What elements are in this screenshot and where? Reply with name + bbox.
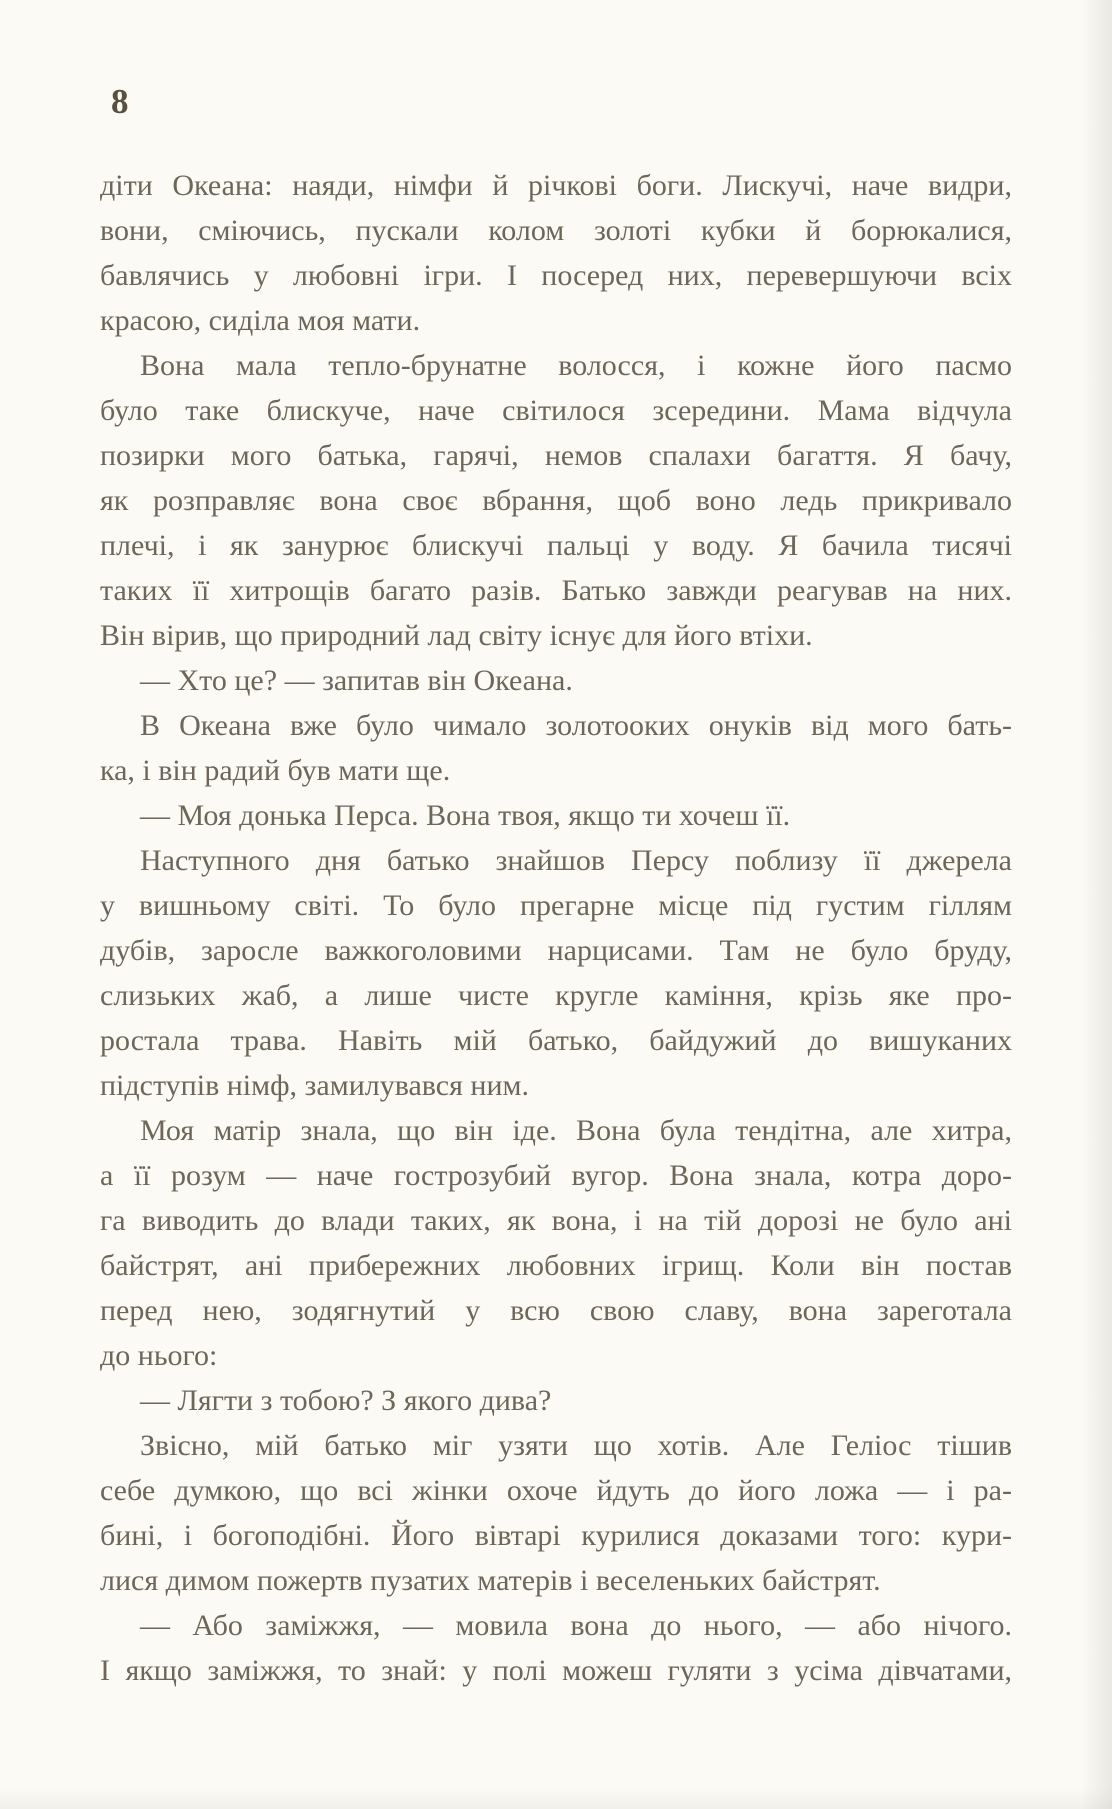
- text-line: як розправляє вона своє вбрання, щоб воно ледь прикривало: [100, 484, 1012, 517]
- text-line: перед нею, зодягнутий у всю свою славу, вона зареготала: [100, 1294, 1012, 1327]
- text-line: Звісно, мій батько міг узяти що хотів. Але Геліос тішив: [140, 1429, 1012, 1462]
- text-line: діти Океана: наяди, німфи й річкові боги. Лискучі, наче видри,: [100, 169, 1012, 202]
- text-line: Вона мала тепло-брунатне волосся, і кожне його пасмо: [140, 349, 1012, 382]
- text-line: лися димом пожертв пузатих матерів і веселеньких байстрят.: [100, 1564, 881, 1597]
- text-line: красою, сиділа моя мати.: [100, 304, 421, 337]
- text-line: В Океана вже було чимало золотооких онуків від мого бать-: [140, 709, 1012, 742]
- text-line: — Моя донька Перса. Вона твоя, якщо ти хочеш її.: [140, 799, 791, 832]
- text-line: дубів, заросле важкоголовими нарцисами. Там не було бруду,: [100, 934, 1012, 967]
- page-bottom-shading: [0, 1787, 1112, 1809]
- page-number: 8: [111, 82, 130, 121]
- text-line: таких її хитрощів багато разів. Батько завжди реагував на них.: [100, 574, 1012, 607]
- text-line: ка, і він радий був мати ще.: [100, 754, 451, 787]
- text-line: себе думкою, що всі жінки охоче йдуть до його ложа — і ра-: [100, 1474, 1012, 1507]
- text-block: [100, 163, 1012, 1693]
- page-edge-shading: [1082, 0, 1112, 1809]
- text-line: І якщо заміжжя, то знай: у полі можеш гуляти з усіма дівчатами,: [100, 1654, 1012, 1687]
- text-line: підступів німф, замилувався ним.: [100, 1069, 530, 1102]
- text-line: ростала трава. Навіть мій батько, байдужий до вишуканих: [100, 1024, 1012, 1057]
- text-line: — Лягти з тобою? З якого дива?: [140, 1384, 552, 1417]
- text-line: Моя матір знала, що він іде. Вона була тендітна, але хитра,: [140, 1114, 1012, 1147]
- text-line: — Хто це? — запитав він Океана.: [140, 664, 573, 697]
- text-line: Він вірив, що природний лад світу існує для його втіхи.: [100, 619, 813, 652]
- text-line: га виводить до влади таких, як вона, і на тій дорозі не було ані: [100, 1204, 1012, 1237]
- text-line: позирки мого батька, гарячі, немов спалахи багаття. Я бачу,: [100, 439, 1012, 472]
- text-line: бині, і богоподібні. Його вівтарі курилися доказами того: кури-: [100, 1519, 1012, 1552]
- text-line: байстрят, ані прибережних любовних ігрищ. Коли він постав: [100, 1249, 1012, 1282]
- text-line: у вишньому світі. То було прегарне місце під густим гіллям: [100, 889, 1012, 922]
- text-line: бавлячись у любовні ігри. І посеред них, перевершуючи всіх: [100, 259, 1012, 292]
- text-line: було таке блискуче, наче світилося зсередини. Мама відчула: [100, 394, 1012, 427]
- text-line: Наступного дня батько знайшов Персу поблизу її джерела: [140, 844, 1012, 877]
- text-line: а її розум — наче гострозубий вугор. Вона знала, котра доро-: [100, 1159, 1012, 1192]
- text-line: вони, сміючись, пускали колом золоті кубки й борюкалися,: [100, 214, 1012, 247]
- text-line: — Або заміжжя, — мовила вона до нього, — або нічого.: [140, 1609, 1012, 1642]
- text-line: до нього:: [100, 1339, 218, 1372]
- text-line: плечі, і як занурює блискучі пальці у воду. Я бачила тисячі: [100, 529, 1012, 562]
- text-line: слизьких жаб, а лише чисте кругле каміння, крізь яке про-: [100, 979, 1012, 1012]
